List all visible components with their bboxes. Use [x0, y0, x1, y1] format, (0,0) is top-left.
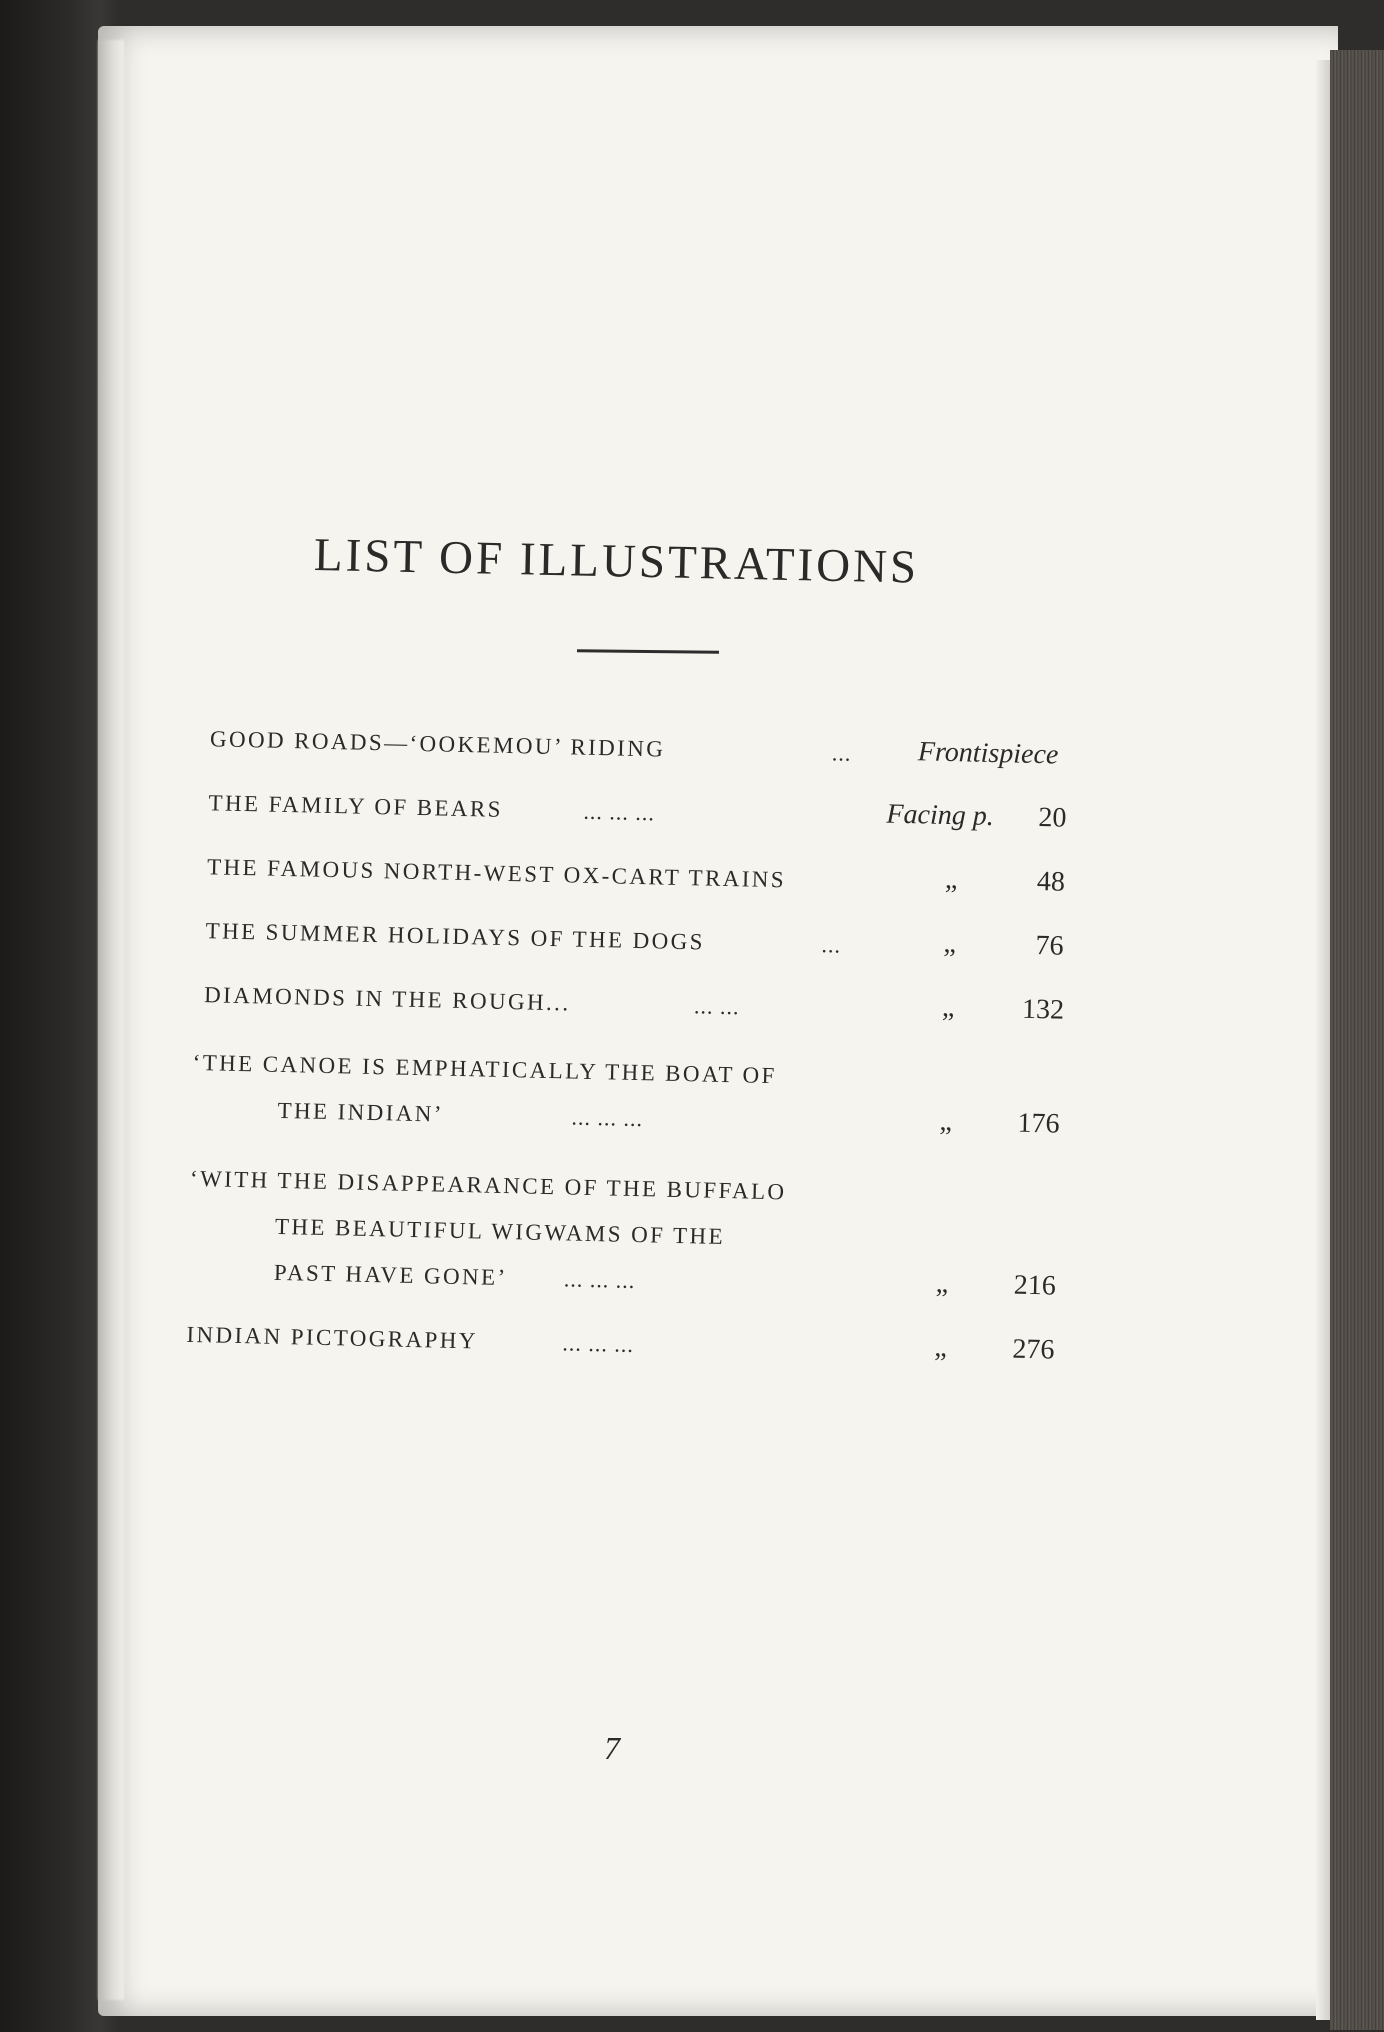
entry-leader-dots: ...: [821, 932, 842, 958]
entry-ditto-mark: „: [944, 863, 958, 896]
entry-leader-dots: ... ... ...: [562, 1330, 635, 1357]
entry-page-reference: Facing p.: [886, 798, 995, 833]
entry-title-line: DIAMONDS IN THE ROUGH...: [203, 982, 571, 1016]
page-title: LIST OF ILLUSTRATIONS: [313, 529, 920, 594]
entry-title-line: ‘THE CANOE IS EMPHATICALLY THE BOAT OF: [192, 1049, 778, 1089]
entry-page-number: 20: [1038, 802, 1067, 834]
entry-title-line: THE BEAUTIFUL WIGWAMS OF THE: [274, 1213, 726, 1250]
entry-title-line: GOOD ROADS—‘OOKEMOU’ RIDING: [209, 726, 666, 762]
entry-title-line: INDIAN PICTOGRAPHY: [186, 1321, 479, 1354]
entry-ditto-mark: „: [934, 1331, 948, 1364]
entry-ditto-mark: „: [939, 1105, 953, 1138]
entry-leader-dots: ... ...: [693, 993, 740, 1020]
entry-page-number: 216: [1013, 1269, 1057, 1302]
entry-page-number: 176: [1017, 1107, 1060, 1140]
entry-title-line: THE FAMOUS NORTH-WEST OX-CART TRAINS: [206, 854, 787, 893]
entry-ditto-mark: „: [943, 927, 957, 960]
entry-title-line: PAST HAVE GONE’: [273, 1259, 508, 1291]
page-number: 7: [604, 1730, 620, 1766]
entry-title-line: THE FAMILY OF BEARS: [208, 790, 504, 822]
entry-ditto-mark: „: [935, 1267, 949, 1300]
entry-page-reference: Frontispiece: [917, 736, 1059, 771]
entry-leader-dots: ... ... ...: [583, 798, 656, 826]
entry-title-line: THE INDIAN’: [277, 1097, 445, 1127]
title-rule: [577, 649, 719, 653]
entry-leader-dots: ... ... ...: [563, 1266, 636, 1294]
entry-title-line: THE SUMMER HOLIDAYS OF THE DOGS: [205, 918, 706, 955]
entry-page-number: 276: [1012, 1333, 1055, 1366]
entry-ditto-mark: „: [941, 991, 955, 1024]
entry-page-number: 48: [1036, 866, 1066, 898]
entry-title-line: ‘WITH THE DISAPPEARANCE OF THE BUFFALO: [189, 1165, 787, 1205]
entry-page-number: 132: [1021, 993, 1065, 1026]
entry-page-number: 76: [1035, 930, 1064, 962]
entry-leader-dots: ... ... ...: [571, 1104, 644, 1132]
entry-leader-dots: ...: [831, 740, 852, 766]
